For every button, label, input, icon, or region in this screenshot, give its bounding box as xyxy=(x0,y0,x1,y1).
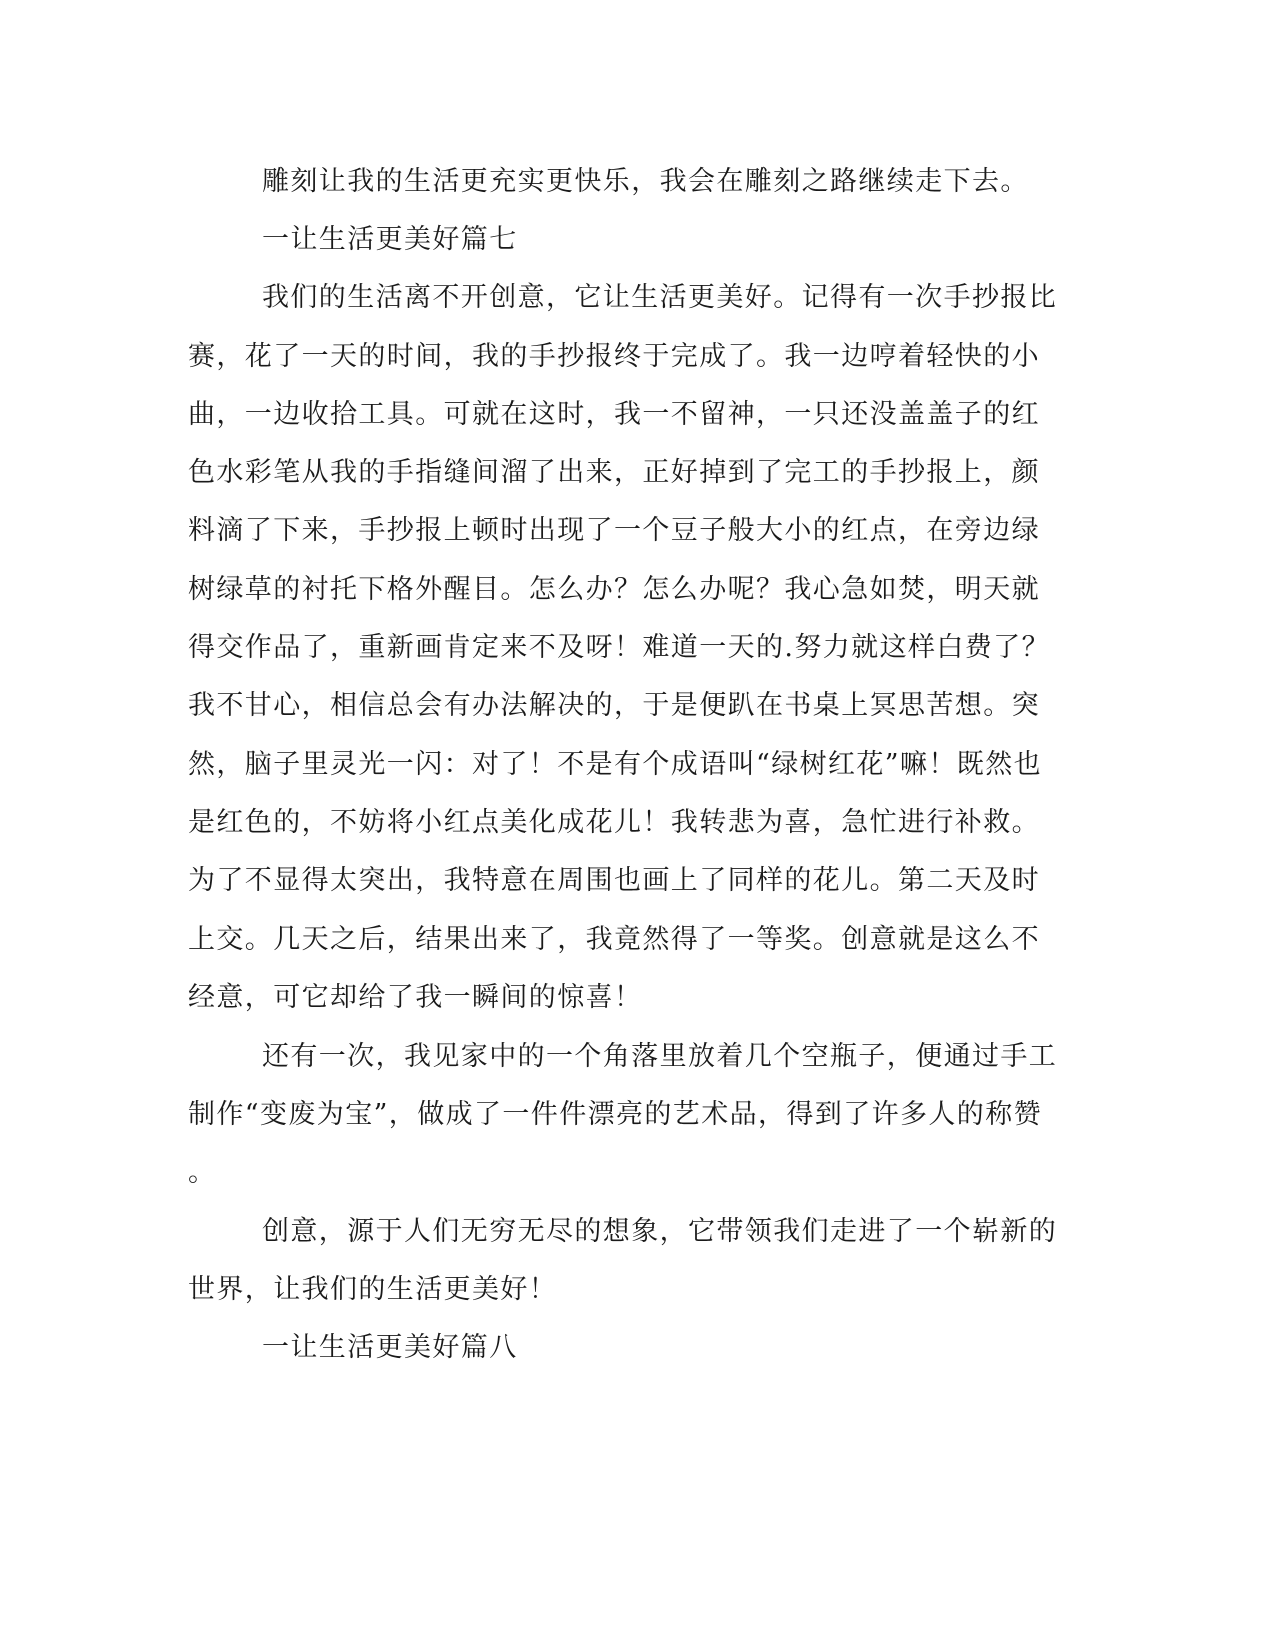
section-heading-eight: 一让生活更美好篇八 xyxy=(262,1332,518,1363)
paragraph-line: 上交。几天之后，结果出来了，我竟然得了一等奖。创意就是这么不 xyxy=(188,924,1040,955)
paragraph-line: 制作“变废为宝”，做成了一件件漂亮的艺术品，得到了许多人的称赞 xyxy=(188,1099,1043,1130)
paragraph-line: 得交作品了，重新画肯定来不及呀！难道一天的.努力就这样白费了？ xyxy=(188,632,1050,663)
section-heading-seven: 一让生活更美好篇七 xyxy=(262,224,518,255)
paragraph-line: 我们的生活离不开创意，它让生活更美好。记得有一次手抄报比 xyxy=(262,282,1058,313)
paragraph-line: 曲，一边收拾工具。可就在这时，我一不留神，一只还没盖盖子的红 xyxy=(188,399,1040,430)
paragraph-line: 为了不显得太突出，我特意在周围也画上了同样的花儿。第二天及时 xyxy=(188,865,1040,896)
paragraph-line: 料滴了下来，手抄报上顿时出现了一个豆子般大小的红点，在旁边绿 xyxy=(188,515,1040,546)
paragraph-line: 然，脑子里灵光一闪：对了！不是有个成语叫“绿树红花”嘛！既然也 xyxy=(188,749,1043,780)
paragraph-line: 赛，花了一天的时间，我的手抄报终于完成了。我一边哼着轻快的小 xyxy=(188,341,1040,372)
paragraph-line: 创意，源于人们无穷无尽的想象，它带领我们走进了一个崭新的 xyxy=(262,1216,1058,1247)
paragraph-line: 树绿草的衬托下格外醒目。怎么办？怎么办呢？我心急如焚，明天就 xyxy=(188,574,1040,605)
paragraph-line: 色水彩笔从我的手指缝间溜了出来，正好掉到了完工的手抄报上，颜 xyxy=(188,457,1040,488)
paragraph-line: 我不甘心，相信总会有办法解决的，于是便趴在书桌上冥思苦想。突 xyxy=(188,690,1040,721)
paragraph-line: 经意，可它却给了我一瞬间的惊喜！ xyxy=(188,982,643,1013)
paragraph-line: 世界，让我们的生活更美好！ xyxy=(188,1274,558,1305)
paragraph-closing-line: 雕刻让我的生活更充实更快乐，我会在雕刻之路继续走下去。 xyxy=(262,166,1029,197)
paragraph-line: 。 xyxy=(188,1157,217,1188)
paragraph-line: 是红色的，不妨将小红点美化成花儿！我转悲为喜，急忙进行补救。 xyxy=(188,807,1040,838)
paragraph-line: 还有一次，我见家中的一个角落里放着几个空瓶子，便通过手工 xyxy=(262,1041,1058,1072)
